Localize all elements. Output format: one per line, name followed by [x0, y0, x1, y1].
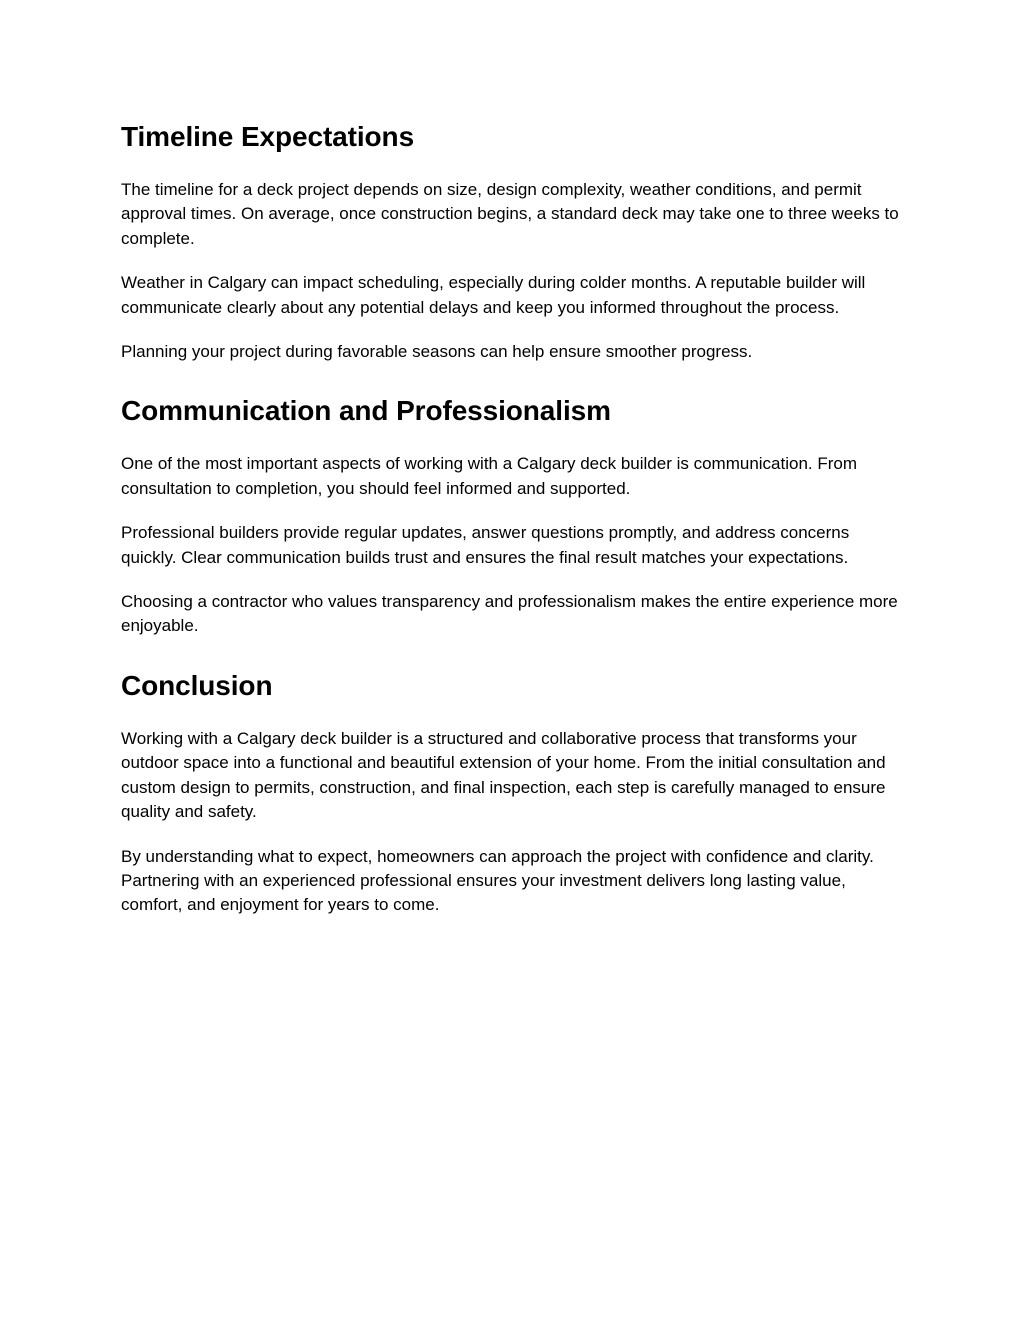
section-heading: Timeline Expectations: [121, 121, 415, 152]
section-heading: Communication and Professionalism: [121, 395, 611, 427]
paragraph: One of the most important aspects of working with a Calgary deck builder is communication. From consultation to completion, you should feel informed and supported.: [121, 454, 858, 498]
section-communication-professionalism: [121, 394, 909, 638]
paragraph: Weather in Calgary can impact scheduling, especially during colder months. A reputable builder will communicate clearly about any potential delays and keep you informed throughout the process.: [121, 273, 866, 317]
paragraph: Working with a Calgary deck builder is a structured and collaborative process that transforms your outdoor space into a functional and beautiful extension of your home. From the initial consultation and custom design to permits, construction, and final inspection, each step is carefully managed to ensure quality and safety.: [121, 728, 886, 822]
paragraph: The timeline for a deck project depends on size, design complexity, weather conditions, and permit approval times. On average, once construction begins, a standard deck may take one to three weeks to complete.: [121, 180, 899, 248]
section-conclusion: [121, 669, 909, 918]
section-heading: Conclusion: [121, 669, 273, 701]
paragraph: Professional builders provide regular updates, answer questions promptly, and address concerns quickly. Clear communication builds trust and ensures the final result matches your expectations.: [121, 523, 850, 567]
section-timeline-expectations: [121, 120, 909, 364]
paragraph: Planning your project during favorable seasons can help ensure smoother progress.: [121, 342, 753, 362]
paragraph: Choosing a contractor who values transparency and professionalism makes the entire experience more enjoyable.: [121, 592, 898, 636]
paragraph: By understanding what to expect, homeowners can approach the project with confidence and clarity. Partnering with an experienced professional ensures your investment delivers long lasting value, comfort, and enjoyment for years to come.: [121, 846, 874, 915]
